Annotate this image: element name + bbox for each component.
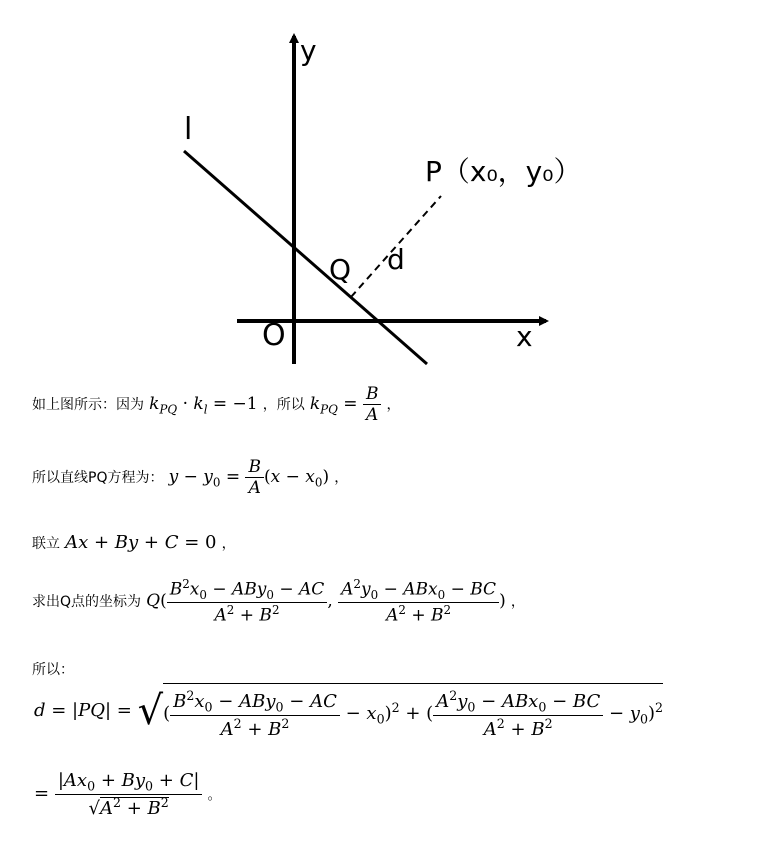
eq-line-pq: $y - y_0$ = $\frac{B}{A}$ $(x - x_0)$	[168, 457, 330, 498]
text-line-7	[34, 770, 222, 819]
eq-distance: d = |PQ| = √( $\frac{B^2x_0 - ABy_0 - AC}{A^2 + B^2}$ − $x_0)^2$ + ( $\frac{A^2y_0 - ABx_0 - BC}{A^2 + B^2}$ − $y_0)^2$	[34, 700, 663, 721]
text-line-3	[32, 532, 236, 553]
text-line-1	[32, 384, 401, 425]
text-line-4	[32, 577, 525, 626]
line1-mid: ，所以	[262, 397, 305, 413]
point-p-label: P（x₀，y₀）	[425, 155, 582, 188]
text-line-6	[34, 683, 663, 740]
text-line-2	[32, 457, 348, 498]
line3-prefix: 联立	[32, 536, 60, 552]
line-l-label: l	[184, 112, 193, 147]
distance-d-label: d	[387, 243, 405, 276]
eq-result: = $\frac{|Ax_0 + By_0 + C|}{√A^2 + B^2}$	[34, 783, 202, 804]
line1-prefix: 如上图所示：因为	[32, 397, 144, 413]
eq-kpq: $k_{PQ}$ = $\frac{B}{A}$	[310, 394, 382, 414]
line5-text: 所以：	[32, 662, 74, 678]
x-axis-label: x	[516, 320, 533, 353]
line3-end: ，	[221, 536, 236, 552]
coordinate-figure	[0, 0, 781, 370]
line2-end: ，	[334, 470, 349, 486]
text-line-5	[32, 659, 74, 679]
foot-q-label: Q	[329, 253, 352, 286]
line7-end: 。	[207, 787, 222, 804]
y-axis-label: y	[300, 34, 317, 67]
eq-slope-product: $k_{PQ} \cdot k_l = -1$	[149, 394, 258, 417]
line1-end: ，	[386, 397, 401, 413]
line4-end: ，	[510, 593, 525, 610]
origin-label: O	[262, 318, 286, 353]
line4-prefix: 求出Q点的坐标为	[32, 593, 142, 610]
eq-q-coord: Q( $\frac{B^2x_0 - ABy_0 - AC}{A^2 + B^2}$ , $\frac{A^2y_0 - ABx_0 - BC}{A^2 + B^2}$ )	[146, 577, 506, 626]
eq-line-l: Ax + By + C = 0	[65, 532, 217, 553]
line2-prefix: 所以直线PQ方程为：	[32, 470, 164, 486]
